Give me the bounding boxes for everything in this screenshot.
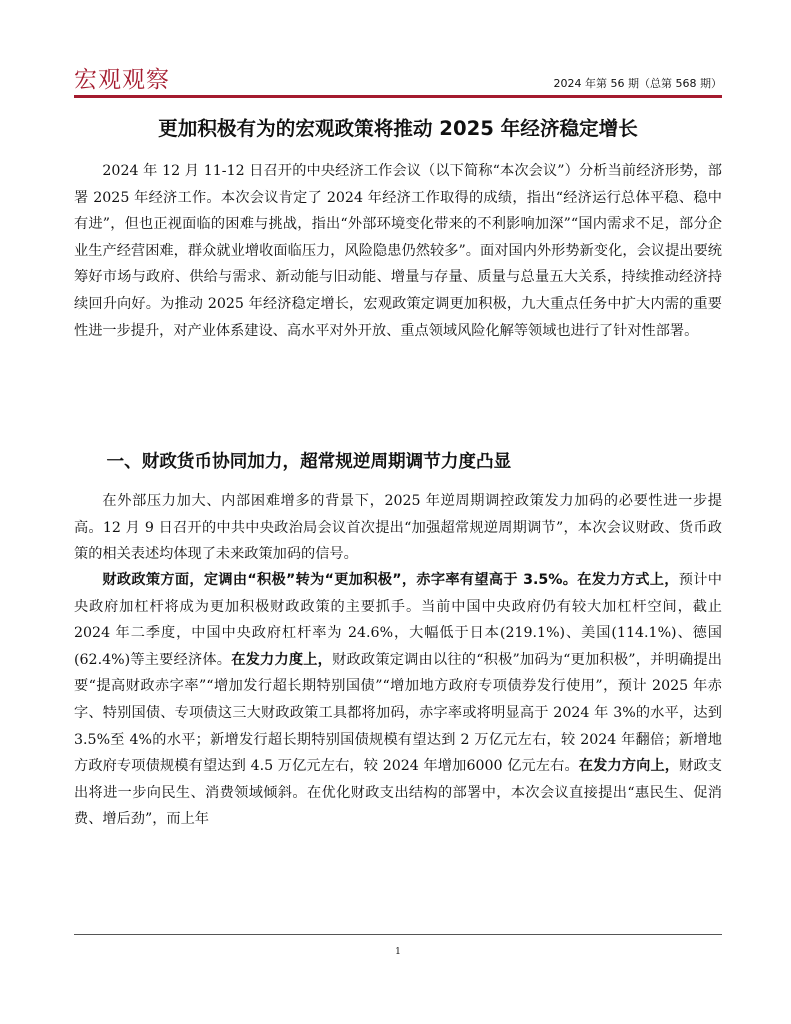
intro-paragraph: 2024 年 12 月 11-12 日召开的中央经济工作会议（以下简称“本次会议”）分析当前经济形势，部署 2025 年经济工作。本次会议肯定了 2024 年经济工作取得的成绩，指出“经济运行总体平稳、稳中有进”，但也正视面临的困难与挑战，指出“外部环境变化带来的不利影响加深”“国内需求不足，部分企业生产经营困难，群众就业增收面临压力，风险隐患仍然较多”。面对国内外形势新变化，会议提出要统筹好市场与政府、供给与需求、新动能与旧动能、增量与存量、质量与总量五大关系，持续推动经济持续回升向好。为推动 2025 年经济稳定增长，宏观政策定调更加积极，九大重点任务中扩大内需的重要性进一步提升，对产业体系建设、高水平对外开放、重点领域风险化解等领域也进行了针对性部署。 [74, 163, 722, 339]
section1-paragraph-2 [74, 567, 722, 833]
direction-lead: 在发力方向上， [578, 758, 680, 775]
page-header [74, 66, 722, 100]
brand-title: 宏观观察 [74, 67, 170, 93]
article-title: 更加积极有为的宏观政策将推动 2025 年经济稳定增长 [158, 117, 638, 140]
leverage-text: 预计中央政府加杠杆将成为更加积极财政政策的主要抓手。当前中国中央政府仍有较大加杠杆空间，截止 2024 年二季度，中国中央政府杠杆率为 24.6%，大幅低于日本(219.1%)、美国(114.1%)、德国(62.4%)等主要经济体。 [74, 572, 722, 668]
intensity-lead: 在发力力度上， [231, 651, 333, 668]
section1-paragraph-1: 在外部压力加大、内部困难增多的背景下，2025 年逆周期调控政策发力加码的必要性进一步提高。12 月 9 日召开的中共中央政治局会议首次提出“加强超常规逆周期调节”，本次会议财政、货币政策的相关表述均体现了未来政策加码的信号。 [74, 493, 722, 563]
footer-divider [74, 934, 722, 935]
intensity-text: 财政政策定调由以往的“积极”加码为“更加积极”，并明确提出要“提高财政赤字率”“增加发行超长期特别国债”“增加地方政府专项债券发行使用”，预计 2025 年赤字、特别国债、专项债这三大财政政策工具都将加码，赤字率或将明显高于 2024 年 3%的水平，达到 3.5%至 4%的水平；新增发行超长期特别国债规模有望达到 2 万亿元左右，较 2024 年翻倍；新增地方政府专项债规模有望达到 4.5 万亿元左右，较 2024 年增加6000 亿元左右。 [74, 651, 722, 775]
header-divider [74, 95, 722, 98]
fiscal-policy-lead: 财政政策方面，定调由“积极”转为“更加积极”，赤字率有望高于 3.5%。在发力方式上， [102, 572, 679, 588]
page-number: 1 [395, 947, 401, 957]
issue-number: 2024 年第 56 期（总第 568 期） [553, 77, 722, 90]
direction-text: 财政支出将进一步向民生、消费领域倾斜。在优化财政支出结构的部署中，本次会议直接提出“惠民生、促消费、增后劲”，而上年 [74, 758, 722, 828]
section-heading-1: 一、财政货币协同加力，超常规逆周期调节力度凸显 [106, 452, 512, 472]
